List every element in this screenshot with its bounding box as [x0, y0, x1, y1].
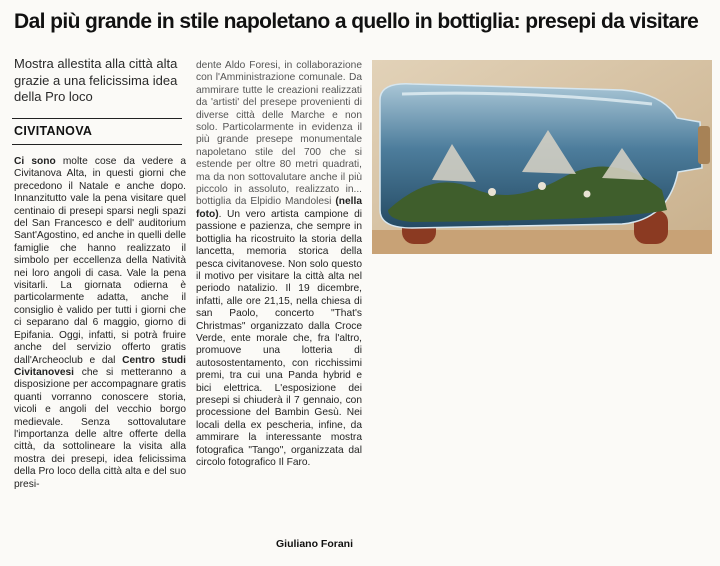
column-2-text-faded: dente Aldo Foresi, in collaborazione con l'Amministrazione comunale. Da ammirare tutte le creazioni realizzati da 'artisti' del presepe provenienti di diverse città delle Marche e non solo. Particolarmente in evidenza il più grande presepe monumentale napoletano stile del 700 che si estende per oltre 80 metri quadrati, ma da non sottovalutare anche il più piccolo in assoluto, realizzato in... bottiglia da Elpidio Mandolesi [196, 60, 362, 208]
nativity-in-bottle-photo [372, 60, 712, 254]
column-1-text-continued: che si metteranno a disposizione per accompagnare gratis quanti vorranno conoscere storia, vicoli e angoli del vecchio borgo medievale. Senza sottovalutare l'importanza delle altre offerte della città, da sottolineare la visita alla mostra dei presepi, idea felicissima della Pro loco della città alta e del suo presi- [14, 366, 186, 490]
article-column-2 [196, 60, 362, 469]
headline: Dal più grande in stile napoletano a quello in bottiglia: presepi da visitare [14, 10, 699, 33]
article-column-1 [14, 156, 186, 491]
column-2-text: . Un vero artista campione di passione e pazienza, che sempre in bottiglia ha ricostruito la storia della lancetta, memoria storica della pesca civitanovese. Non solo questo il motivo per visitare la città alta nel periodo natalizio. Il 19 dicembre, infatti, alle ore 21,15, nella chiesa di san Paolo, concerto "That's Christmas" organizzato dalla Croce Verde, ente morale che, fra l'altro, promuove una lotteria di autosostentamento, con ricchissimi premi, tra cui una Panda hybrid e bici elettrica. L'esposizione dei presepi si chiuderà il 7 gennaio, con processione del Bambin Gesù. Nei locali della ex pescheria, infine, da ammirare la interessante mostra fotografica "Tango", organizzata dal circolo fotografico Il Faro. [196, 208, 362, 468]
figure-1 [488, 188, 496, 196]
section-rule-top [12, 118, 182, 119]
lead-in: Ci sono [14, 156, 56, 167]
bottle-cork [698, 126, 710, 164]
section-rule-bottom [12, 144, 182, 145]
column-1-text: molte cose da vedere a Civitanova Alta, in questi giorni che precedono il Natale e anche dopo. Innanzitutto vale la pena visitare quel centinaio di presepi sparsi negli spazi del San Francesco e dell' auditorium Sant'Agostino, ed anche in quelli delle famiglie che hanno realizzato il simbolo per eccellenza della Natività nei loro angoli di casa. Vale la pena visitarli. La giornata odierna è particolarmente adatta, anche il consiglio è valido per tutti i giorni che ci separano dal 6 maggio, giorno di Epifania. Oggi, infatti, si potrà fruire anche del servizio offerto gratis dall'Archeoclub e dal [14, 156, 186, 366]
photo-illustration [372, 60, 712, 254]
figure-2 [538, 182, 546, 190]
organization-name: Centro studi Civitanovesi [14, 354, 186, 378]
subheadline: Mostra allestita alla città alta grazie a una felicissima idea della Pro loco [14, 56, 178, 104]
author-byline: Giuliano Forani [276, 538, 354, 550]
photo-reference: (nella foto) [196, 196, 362, 220]
figure-3 [584, 191, 591, 198]
section-label: CIVITANOVA [14, 124, 93, 138]
